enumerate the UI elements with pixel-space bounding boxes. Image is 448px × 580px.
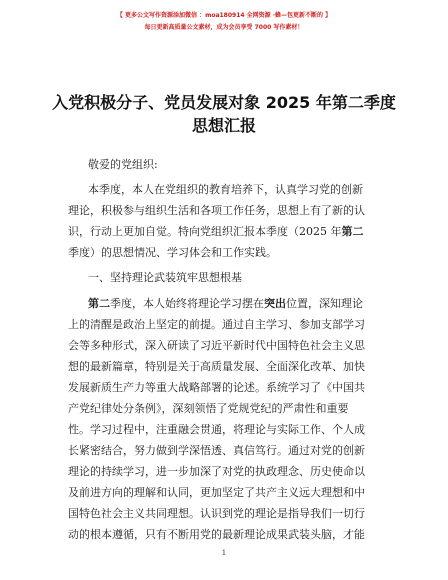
paragraph-line <box>68 225 364 239</box>
paragraph-line: 本季度，本人在党组织的教育培养下，认真学习党的创新 <box>88 183 363 196</box>
paragraph-text: 季度，本人始终将理论学习摆在 <box>110 297 264 310</box>
emphasis-text: 第二 <box>88 297 110 310</box>
section-heading: 一、坚持理论武装筑牢思想根基 <box>88 271 242 284</box>
paragraph-line: 发展新质生产力等重大战略部署的论述。系统学习了《中国共 <box>68 381 365 394</box>
paragraph-line: 理论的持续学习，进一步加深了对党的执政理念、历史使命以 <box>68 465 365 478</box>
document-title-line1: 入党积极分子、党员发展对象 2025 年第二季度 <box>52 93 396 112</box>
paragraph-line: 理论，积极参与组织生活和各项工作任务，思想上有了新的认 <box>68 204 365 217</box>
paragraph-line: 性。学习过程中，注重融会贯通，将理论与实际工作、个人成 <box>68 423 365 436</box>
paragraph-line: 长紧密结合，努力做到学深悟透、真信笃行。通过对党的创新 <box>68 444 365 457</box>
paragraph-line: 及前进方向的理解和认同，更加坚定了共产主义远大理想和中 <box>68 486 365 499</box>
paragraph-line: 动的根本遵循，只有不断用党的最新理论成果武装头脑，才能 <box>68 528 365 541</box>
paragraph-text: 位置，深知理论 <box>286 297 363 310</box>
document-title-line2: 思想汇报 <box>191 116 256 135</box>
salutation: 敬爱的党组织: <box>88 158 158 171</box>
paragraph-line: 季度）的思想情况、学习体会和工作实践。 <box>68 246 277 259</box>
paragraph-text: 识，行动上更加自觉。特向党组织汇报本季度（2025 年 <box>68 225 342 238</box>
paragraph-line: 国特色社会主义共同理想。认识到党的理论是指导我们一切行 <box>68 507 365 520</box>
page-number: 1 <box>221 549 227 557</box>
paragraph-line <box>88 297 363 311</box>
promo-banner-line1: 【 更多公文写作资源添加微信 ：moa180914 全网资源 ·蜂—包更新不断的 】 <box>116 12 332 19</box>
paragraph-line: 产党纪律处分条例》，深刻领悟了党规党纪的严肃性和重要 <box>68 402 349 415</box>
paragraph-line: 会等多种形式，深入研读了习近平新时代中国特色社会主义思 <box>68 339 365 352</box>
emphasis-text: 突出 <box>264 297 286 310</box>
emphasis-text: 第二 <box>341 225 364 238</box>
paragraph-line: 上的清醒是政治上坚定的前提。通过自主学习、参加支部学习 <box>68 318 365 331</box>
promo-banner-line2: 每日更新高质量公文素材，成为会员享受 7000 写作素材！ <box>144 24 304 31</box>
paragraph-line: 想的最新篇章，特别是关于高质量发展、全面深化改革、加快 <box>68 360 365 373</box>
